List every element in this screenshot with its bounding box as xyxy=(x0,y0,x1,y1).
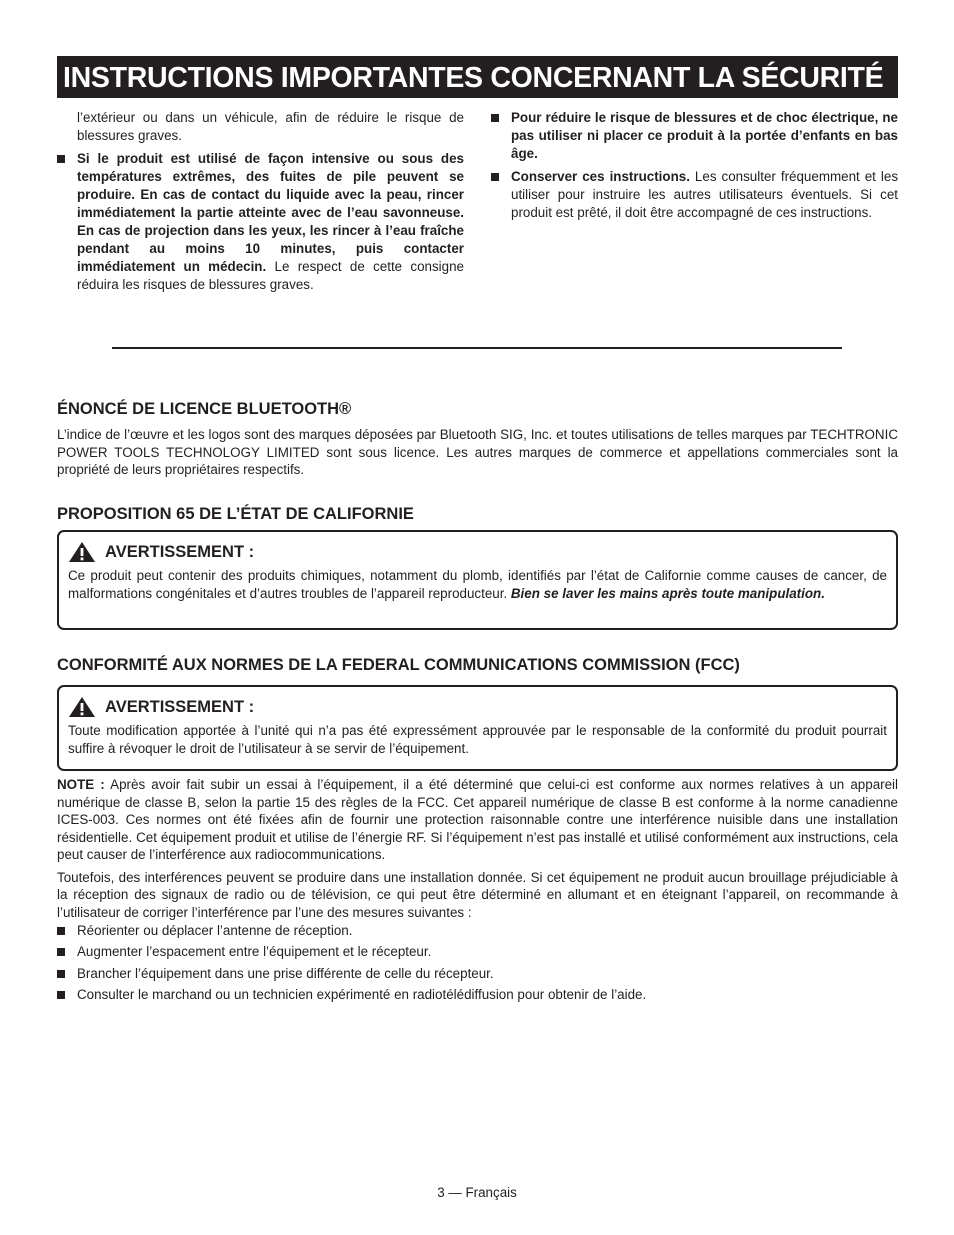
list-item xyxy=(491,109,898,163)
list-item xyxy=(57,965,898,983)
fcc-note xyxy=(57,776,898,864)
fcc-heading: CONFORMITÉ AUX NORMES DE LA FEDERAL COMMUNICATIONS COMMISSION (FCC) xyxy=(57,656,740,674)
warning-text: Ce produit peut contenir des produits chimiques, notamment du plomb, identifiés par l’état de Californie comme causes de cancer, de malformations congénitales et d’autres troubles de l’appareil reproducteur. xyxy=(68,568,887,601)
continued-text: l’extérieur ou dans un véhicule, afin de réduire le risque de blessures graves. xyxy=(77,110,464,143)
left-column xyxy=(57,109,464,299)
prop65-heading: PROPOSITION 65 DE L’ÉTAT DE CALIFORNIE xyxy=(57,505,414,523)
bullet-bold-text: Pour réduire le risque de blessures et de choc électrique, ne pas utiliser ni placer ce produit à la portée d’enfants en bas âge. xyxy=(511,110,898,161)
warning-text: Toute modification apportée à l’unité qui n’a pas été expressément approuvée par le responsable de la conformité du produit pourrait suffire à révoquer le droit de l’utilisateur à se servir de l’équipement. xyxy=(68,723,887,756)
fcc-paragraphs xyxy=(57,776,898,926)
bullet-bold-text: Si le produit est utilisé de façon intensive ou sous des températures extrêmes, des fuites de pile peuvent se produire. En cas de contact du liquide avec la peau, rincer immédiatement la partie atteinte avec de l’eau savonneuse. En cas de projection dans les yeux, les rincer à l’eau fraîche pendant au moins 10 minutes, puis contacter immédiatement un médecin. xyxy=(77,151,464,274)
warning-title: AVERTISSEMENT : xyxy=(105,543,255,561)
measure-text: Augmenter l’espacement entre l’équipement et le récepteur. xyxy=(77,944,432,960)
measure-text: Brancher l’équipement dans une prise différente de celle du récepteur. xyxy=(77,965,494,981)
bullet-square-icon xyxy=(57,948,65,956)
bullet-square-icon xyxy=(57,991,65,999)
fcc-warning-box xyxy=(57,685,898,771)
bluetooth-heading: ÉNONCÉ DE LICENCE BLUETOOTH® xyxy=(57,400,352,418)
bullet-square-icon xyxy=(57,927,65,935)
bullet-square-icon xyxy=(491,173,499,181)
prop65-warning-box xyxy=(57,530,898,630)
note-text: Après avoir fait subir un essai à l’équipement, il a été déterminé que celui-ci est conforme aux normes relatives à un appareil numérique de classe B, selon la partie 15 des règles de la FCC. Cet appareil numérique de classe B est conforme à la norme canadienne ICES-003. Ces normes ont été fixées afin de fournir une protection raisonnable contre une interférence nuisible dans une installation résidentielle. Cet équipement produit et utilise de l’énergie RF. Si l’équipement n’est pas installé et utilisé conformément aux instructions, cela peut causer de l’interférence aux radiocommunications. xyxy=(57,777,898,862)
list-item xyxy=(57,943,898,961)
warning-triangle-icon xyxy=(68,541,96,563)
page-title-banner: INSTRUCTIONS IMPORTANTES CONCERNANT LA SÉCURITÉ xyxy=(57,56,898,98)
list-item xyxy=(57,922,898,940)
list-item xyxy=(57,986,898,1004)
note-label: NOTE : xyxy=(57,777,105,792)
warning-title: AVERTISSEMENT : xyxy=(105,698,255,716)
bluetooth-text: L’indice de l’œuvre et les logos sont des marques déposées par Bluetooth SIG, Inc. et toutes utilisations de telles marques par TECHTRONIC POWER TOOLS TECHNOLOGY LIMITED sont sous licence. Les autres marques de commerce et appellations commerciales sont la propriété de leurs propriétaires respectifs. xyxy=(57,427,898,477)
bullet-square-icon xyxy=(57,155,65,163)
list-item xyxy=(491,168,898,222)
section-divider xyxy=(112,347,842,349)
warning-body xyxy=(68,567,887,602)
page-footer: 3 — Français xyxy=(437,1185,517,1200)
bullet-bold-text: Conserver ces instructions. xyxy=(511,169,690,184)
bluetooth-paragraph xyxy=(57,426,898,484)
right-column xyxy=(491,109,898,227)
bullet-square-icon xyxy=(57,970,65,978)
bullet-text: Le respect de cette consigne réduira les risques de blessures graves. xyxy=(77,259,464,292)
fcc-measures-list xyxy=(57,922,898,1007)
warning-triangle-icon xyxy=(68,696,96,718)
fcc-paragraph-2: Toutefois, des interférences peuvent se produire dans une installation donnée. Si cet équipement ne produit aucun brouillage préjudiciable à la réception des signaux de radio ou de télévision, ce qui peut être déterminé en allumant et en éteignant l’appareil, on recommande à l’utilisateur de corriger l’interférence par l’une des mesures suivantes : xyxy=(57,869,898,920)
bullet-text: Les consulter fréquemment et les utiliser pour instruire les autres utilisateurs éventuels. Si cet produit est prêté, il doit être accompagné de ces instructions. xyxy=(511,169,899,220)
warning-title-row xyxy=(68,541,887,563)
measure-text: Consulter le marchand ou un technicien expérimenté en radiotélédiffusion pour obtenir de l’aide. xyxy=(77,986,647,1002)
warning-emphasis: Bien se laver les mains après toute manipulation. xyxy=(510,585,825,601)
warning-title-row xyxy=(68,696,887,718)
list-item xyxy=(57,150,464,294)
measure-text: Réorienter ou déplacer l’antenne de réception. xyxy=(77,923,353,938)
bullet-square-icon xyxy=(491,114,499,122)
